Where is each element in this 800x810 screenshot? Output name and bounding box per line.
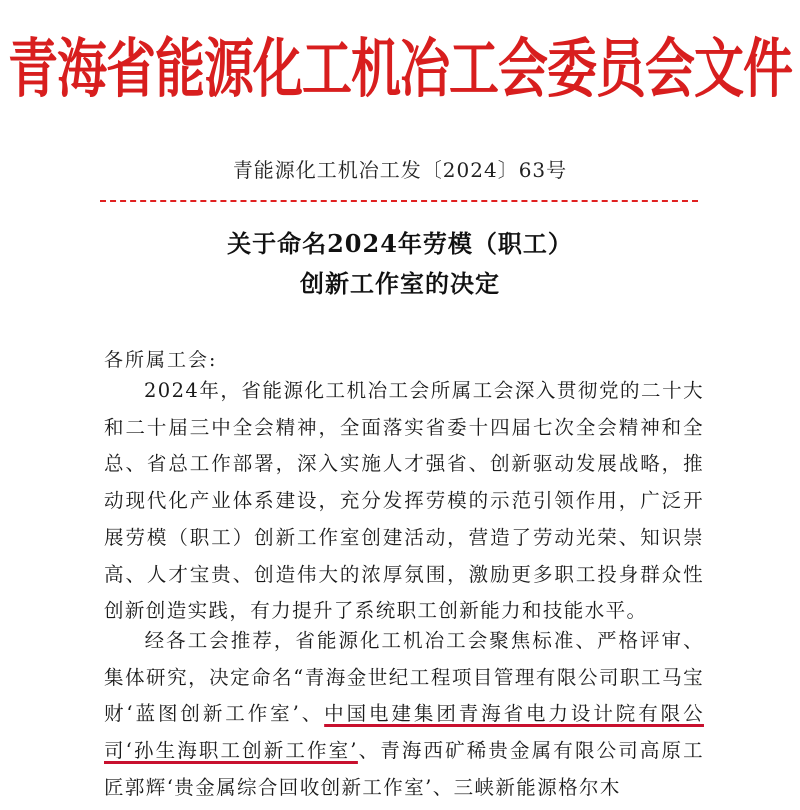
body-paragraph-2 [104, 623, 704, 807]
decision-title-line2: 创新工作室的决定 [300, 269, 500, 298]
red-divider-rule [100, 200, 698, 202]
paragraph-2-text-before: 经各工会推荐，省能源化工机冶工会聚焦标准、严格评审、集体研究，决定命名“青海金世纪工程项目管理有限公司职工马宝财‘蓝图创新工作室’、 [104, 629, 704, 726]
salutation: 各所属工会: [104, 349, 218, 371]
underlined-highlight-text: 中国电建集团青海省电力设计院有限公司‘孙生海职工创新工作室’ [104, 702, 704, 763]
document-number: 青能源化工机冶工发〔2024〕63号 [232, 158, 568, 182]
paragraph-2-text-after: 、青海西矿稀贵金属有限公司高原工匠郭辉‘贵金属综合回收创新工作室’、三峡新能源格尔木 [104, 739, 704, 799]
document-header-title: 青海省能源化工机冶工会委员会文件 [8, 30, 792, 107]
paragraph-1-text: 2024年，省能源化工机冶工会所属工会深入贯彻党的二十大和二十届三中全会精神，全面落实省委十四届七次全会精神和全总、省总工作部署，深入实施人才强省、创新驱动发展战略，推动现代化产业体系建设，充分发挥劳模的示范引领作用，广泛开展劳模（职工）创新工作室创建活动，营造了劳动光荣、知识崇高、人才宝贵、创造伟大的浓厚氛围，激励更多职工投身群众性创新创造实践，有力提升了系统职工创新能力和技能水平。 [104, 379, 704, 623]
decision-title-line1: 关于命名2024年劳模（职工） [227, 229, 573, 258]
body-paragraph-1 [104, 373, 704, 630]
